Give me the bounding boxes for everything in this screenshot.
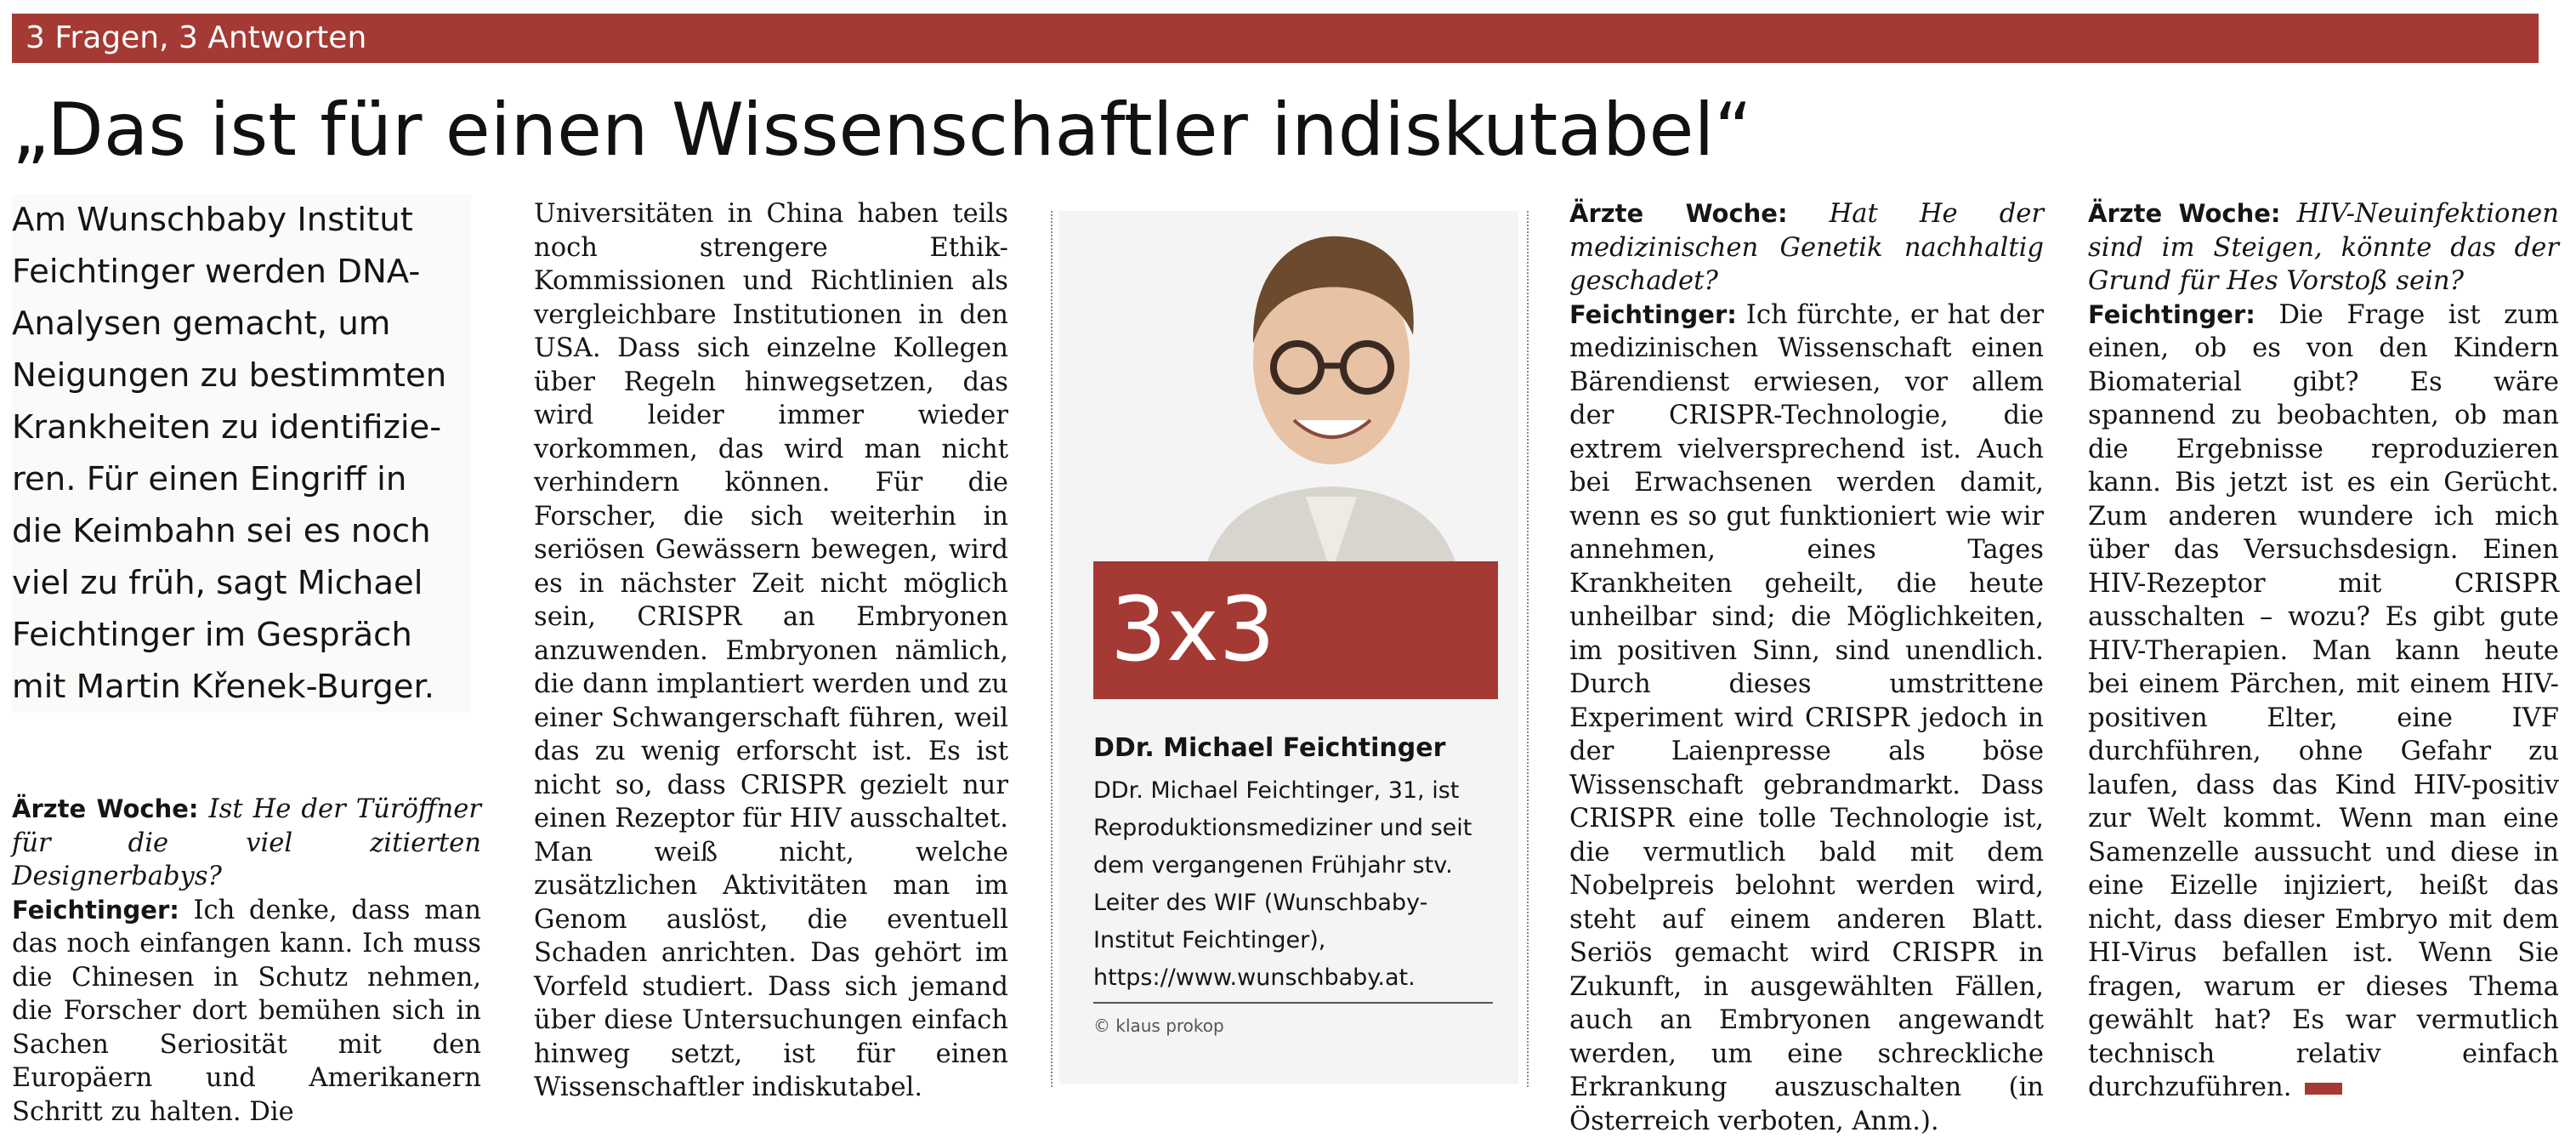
intro-line: Krankheiten zu identifizie- — [12, 408, 442, 447]
interview-q1-continued — [534, 197, 1008, 1105]
photo-credit: © klaus prokop — [1093, 1016, 1224, 1036]
intro-line: die Keimbahn sei es noch — [12, 512, 431, 550]
bio-text: DDr. Michael Feichtinger, 31, ist Reproduktionsmediziner und seit dem vergangenen Frühjahr stv. Leiter des WIF (Wunschbaby-Institut Feichtinger), https://www.wunschbaby.at. — [1093, 777, 1472, 991]
question-2: Hat He der medizinischen Genetik nachhaltig geschadet? — [1569, 199, 2045, 296]
interviewer-label: Ärzte Woche: — [1569, 199, 1788, 228]
interviewee-label: Feichtinger: — [2088, 299, 2255, 329]
answer-1-continued: Universitäten in China haben teils noch strengere Ethik-Kommissionen und Richtlinien als vergleichbare Institutionen in den USA. Dass sich einzelne Kollegen über Regeln hinwegsetzen, das wird leider immer wieder vorkommen, das wird man nicht verhindern können. Für die Forscher, die sich weiterhin in seriösen Gewässern bewegen, wird es in nächster Zeit nicht möglich sein, CRISPR an Embryonen anzuwenden. Embryonen nämlich, die dann implantiert werden und zu einer Schwangerschaft führen, weil das zu wenig erforscht ist. Es ist nicht so, dass CRISPR gezielt nur einen Rezeptor für HIV ausschaltet. Man weiß nicht, welche zusätzlichen Aktivitäten man im Genom auslöst, die eventuell Schaden anrichten. Das gehört im Vorfeld studiert. Dass sich jemand über diese Untersuchungen einfach hinweg setzt, ist für einen Wissenschaftler indiskutabel. — [534, 199, 1008, 1102]
article-headline: „Das ist für einen Wissenschaftler indiskutabel“ — [12, 88, 1752, 173]
interviewer-label: Ärzte Woche: — [12, 794, 199, 823]
badge-3x3 — [1093, 561, 1498, 699]
interview-q2 — [1569, 197, 2044, 1138]
answer-1: Ich denke, dass man das noch einfangen kann. Ich muss die Chinesen in Schutz nehmen, die Forscher dort bemühen sich in Sachen Seriosität mit den Europäern und Amerikanern Schritt zu halten. Die — [12, 895, 481, 1127]
interviewee-label: Feichtinger: — [12, 895, 179, 925]
question-1: Ist He der Türöffner für die viel zitierten Designerbabys? — [12, 794, 481, 891]
answer-2: Ich fürchte, er hat der medizinischen Wissenschaft einen Bärendienst erwiesen, vor allem der CRISPR-Technologie, die extrem vielversprechend ist. Auch bei Erwachsenen werden damit, wenn es so gut funktioniert wie wir annehmen, eines Tages Krankheiten geheilt, die heute unheilbar sind; die Möglichkeiten, im positiven Sinn, sind unendlich. Durch dieses umstrittene Experiment wird CRISPR jedoch in der Laienpresse als böse Wissenschaft gebrandmarkt. Dass CRISPR eine tolle Technologie ist, die vermutlich bald mit dem Nobelpreis belohnt werden wird, steht auf einem anderen Blatt. Seriös gemacht wird CRISPR in Zukunft, in ausgewählten Fällen, auch an Embryonen angewandt werden, um eine schreckliche Erkrankung auszuschalten (in Österreich verboten, Anm.). — [1569, 299, 2045, 1136]
interviewer-label: Ärzte Woche: — [2088, 199, 2281, 228]
interview-q3 — [2088, 197, 2559, 1105]
answer-3: Die Frage ist zum einen, ob es von den Kindern Biomaterial gibt? Es wäre spannend zu beobachten, ob man die Ergebnisse reproduzieren kann. Bis jetzt ist es ein Gerücht. Zum anderen wundere ich mich über das Versuchsdesign. Einen HIV-Rezeptor mit CRISPR ausschalten – wozu? Es gibt gute HIV-Therapien. Man kann heute bei einem Pärchen, mit einem HIV-positiven Elter, eine IVF durchführen, ohne Gefahr zu laufen, dass das Kind HIV-positiv zur Welt kommt. Wenn man eine Samenzelle aussucht und diese in eine Eizelle injiziert, heißt das nicht, dass dieser Embryo mit dem HI-Virus befallen ist. Wenn Sie fragen, warum er dieses Thema gewählt hat? Es war vermutlich technisch relativ einfach durchzuführen. — [2088, 299, 2559, 1102]
end-mark — [2305, 1083, 2342, 1095]
section-rubric — [12, 14, 2539, 63]
intro-line: Neigungen zu bestimmten — [12, 356, 447, 395]
question-3: HIV-Neuinfektionen sind im Steigen, könnte das der Grund für Hes Vorstoß sein? — [2088, 199, 2559, 296]
intro-line: viel zu früh, sagt Michael — [12, 564, 423, 602]
portrait-photo — [1170, 216, 1493, 573]
portrait-infobox — [1059, 211, 1518, 1084]
intro-line: Analysen gemacht, um — [12, 304, 391, 343]
article-intro — [12, 194, 471, 713]
interviewee-label: Feichtinger: — [1569, 299, 1737, 329]
column-divider — [1527, 211, 1529, 1087]
intro-line: Feichtinger werden DNA- — [12, 253, 421, 291]
intro-line: mit Martin Křenek-Burger. — [12, 668, 435, 706]
intro-line: Am Wunschbaby Institut — [12, 201, 413, 239]
column-divider — [1051, 211, 1053, 1087]
intro-line: ren. Für einen Eingriff in — [12, 460, 407, 498]
intro-line: Feichtinger im Gespräch — [12, 616, 412, 654]
interview-q1 — [12, 793, 481, 1129]
bio-name: DDr. Michael Feichtinger — [1093, 733, 1446, 763]
bio-divider — [1093, 1002, 1493, 1004]
badge-label: 3x3 — [1110, 578, 1275, 681]
rubric-label: 3 Fragen, 3 Antworten — [26, 20, 367, 55]
